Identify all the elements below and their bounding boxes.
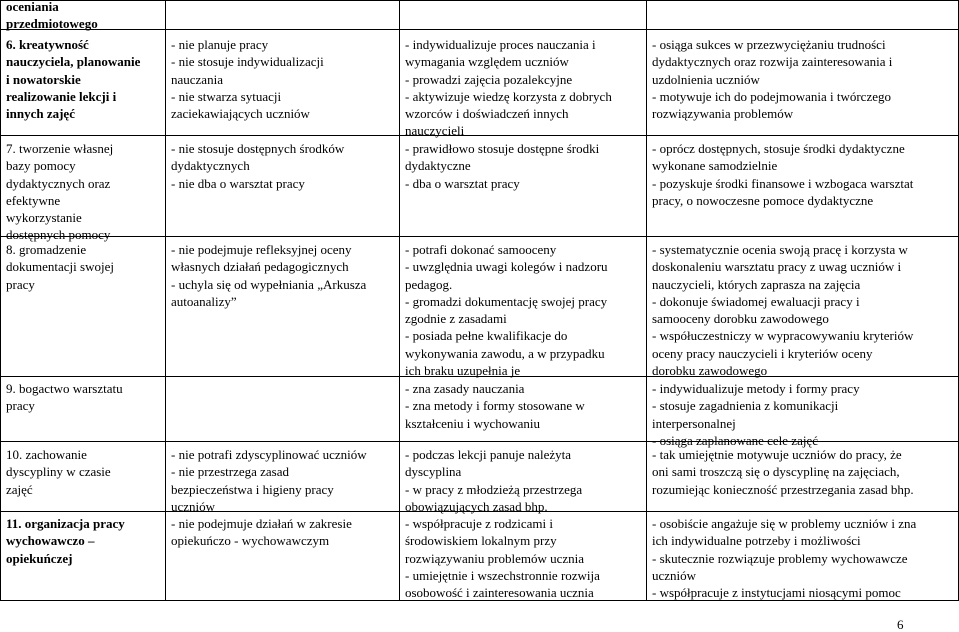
cell-text-line: - umiejętnie i wszechstronnie rozwija (405, 567, 600, 583)
page-number: 6 (897, 617, 904, 632)
cell-text-line: dyscyplina (405, 464, 462, 480)
cell-text-line: - nie przestrzega zasad (171, 464, 290, 480)
cell-text-line: efektywne (6, 192, 61, 208)
level-description-cell (652, 36, 892, 122)
cell-text-line: 10. zachowanie (6, 447, 87, 462)
cell-text-line: bazy pomocy (6, 158, 76, 174)
cell-text-line: rozwiązywania problemów (652, 106, 794, 122)
cell-text-line: dydaktycznych oraz (6, 175, 111, 191)
cell-text-line: opiekuńczo - wychowawczym (171, 533, 330, 549)
level-description-cell (171, 36, 324, 122)
cell-text-line: 11. organizacja pracy (6, 516, 125, 531)
cell-text-line: - dba o warsztat pracy (405, 175, 520, 191)
cell-text-line: - uwzględnia uwagi kolegów i nadzoru (405, 259, 608, 275)
level-description-cell (405, 140, 599, 192)
cell-text-line: - gromadzi dokumentację swojej pracy (405, 293, 608, 309)
cell-text-line: 8. gromadzenie (6, 242, 87, 257)
cell-text-line: dokumentacji swojej (6, 259, 114, 275)
level-description-cell (171, 140, 344, 192)
cell-text-line: - osiąga sukces w przezwyciężaniu trudności (652, 37, 886, 52)
cell-text-line: zaciekawiających uczniów (171, 106, 310, 122)
cell-text-line: - prowadzi zajęcia pozalekcyjne (405, 71, 573, 87)
cell-text-line: - podczas lekcji panuje należyta (405, 447, 572, 462)
cell-text-line: oceniania (6, 0, 59, 14)
cell-text-line: uczniów (652, 567, 697, 583)
cell-text-line: wzorców i doświadczeń innych (405, 106, 569, 122)
cell-text-line: - współpracuje z rodzicami i (405, 516, 553, 531)
cell-text-line: wykonane samodzielnie (652, 158, 778, 174)
criterion-cell (6, 241, 114, 293)
cell-text-line: 6. kreatywność (6, 37, 89, 52)
level-description-cell (405, 380, 585, 432)
cell-text-line: dydaktyczne (405, 158, 471, 174)
cell-text-line: - nie podejmuje działań w zakresie (171, 516, 352, 531)
cell-text-line: oni sami troszczą się o dyscyplinę na zajęciach, (652, 464, 900, 480)
cell-text-line: - dokonuje świadomej ewaluacji pracy i (652, 293, 860, 309)
cell-text-line: - pozyskuje środki finansowe i wzbogaca warsztat (652, 175, 914, 191)
cell-text-line: pedagog. (405, 276, 453, 292)
cell-text-line: - systematycznie ocenia swoją pracę i korzysta w (652, 242, 908, 257)
cell-text-line: 7. tworzenie własnej (6, 141, 114, 156)
cell-text-line: - osobiście angażuje się w problemy uczniów i zna (652, 516, 917, 531)
cell-text-line: kształceniu i wychowaniu (405, 415, 541, 431)
cell-text-line: obowiązujących zasad bhp. (405, 498, 548, 514)
cell-text-line: ich indywidualne potrzeby i możliwości (652, 533, 861, 549)
level-description-cell (405, 36, 612, 140)
cell-text-line: dostępnych pomocy (6, 227, 111, 243)
cell-text-line: autoanalizy” (171, 293, 237, 309)
cell-text-line: - posiada pełne kwalifikacje do (405, 328, 568, 344)
cell-text-line: - tak umiejętnie motywuje uczniów do pracy, że (652, 447, 902, 462)
cell-text-line: rozumiejąc konieczność przestrzegania zasad bhp. (652, 481, 914, 497)
cell-text-line: - potrafi dokonać samooceny (405, 242, 557, 257)
cell-text-line: - prawidłowo stosuje dostępne środki (405, 141, 600, 156)
cell-text-line: - uchyla się od wypełniania „Arkusza (171, 276, 367, 292)
cell-text-line: pracy (6, 276, 35, 292)
level-description-cell (405, 515, 600, 601)
level-description-cell (405, 446, 582, 515)
cell-text-line: interpersonalnej (652, 415, 736, 431)
criterion-cell (6, 0, 98, 33)
cell-text-line: wymagania względem uczniów (405, 54, 569, 70)
row-divider (0, 236, 959, 237)
cell-text-line: nauczania (171, 71, 223, 87)
cell-text-line: zajęć (6, 481, 33, 497)
cell-text-line: samooceny dorobku zawodowego (652, 311, 829, 327)
cell-text-line: opiekuńczej (6, 550, 73, 566)
cell-text-line: - nie dba o warsztat pracy (171, 175, 305, 191)
cell-text-line: - indywidualizuje proces nauczania i (405, 37, 596, 52)
cell-text-line: uzdolnienia uczniów (652, 71, 760, 87)
level-description-cell (652, 241, 913, 379)
cell-text-line: przedmiotowego (6, 16, 98, 32)
cell-text-line: - nie stwarza sytuacji (171, 88, 282, 104)
level-description-cell (171, 241, 366, 310)
cell-text-line: - osiąga zaplanowane cele zajęć (652, 432, 819, 448)
cell-text-line: - współuczestniczy w wypracowywaniu kryteriów (652, 328, 914, 344)
cell-text-line: nauczyciela, planowanie (6, 54, 141, 70)
level-description-cell (405, 241, 608, 379)
cell-text-line: - zna zasady nauczania (405, 381, 525, 396)
cell-text-line: - motywuje ich do podejmowania i twórczego (652, 88, 891, 104)
cell-text-line: nauczycieli (405, 123, 465, 139)
row-divider (0, 29, 959, 30)
cell-text-line: - oprócz dostępnych, stosuje środki dydaktyczne (652, 141, 905, 156)
cell-text-line: realizowanie lekcji i (6, 88, 117, 104)
cell-text-line: pracy (6, 398, 35, 414)
cell-text-line: nauczycieli, których zaprasza na zajęcia (652, 276, 861, 292)
level-description-cell (652, 380, 860, 449)
cell-text-line: osobowość i zainteresowania ucznia (405, 585, 594, 601)
cell-text-line: uczniów (171, 498, 216, 514)
cell-text-line: ich braku uzupełnia je (405, 363, 521, 379)
cell-text-line: - indywidualizuje metody i formy pracy (652, 381, 860, 396)
cell-text-line: wykorzystanie (6, 210, 82, 226)
cell-text-line: środowiskiem lokalnym przy (405, 533, 557, 549)
cell-text-line: własnych działań pedagogicznych (171, 259, 349, 275)
cell-text-line: wychowawczo – (6, 533, 95, 549)
level-description-cell (171, 515, 352, 550)
cell-text-line: - w pracy z młodzieżą przestrzega (405, 481, 583, 497)
level-description-cell (652, 446, 914, 498)
cell-text-line: i nowatorskie (6, 71, 81, 87)
cell-text-line: - skutecznie rozwiązuje problemy wychowawcze (652, 550, 908, 566)
cell-text-line: zgodnie z zasadami (405, 311, 507, 327)
level-description-cell (652, 515, 916, 601)
cell-text-line: dydaktycznych (171, 158, 250, 174)
cell-text-line: - stosuje zagadnienia z komunikacji (652, 398, 839, 414)
cell-text-line: dyscypliny w czasie (6, 464, 111, 480)
cell-text-line: wykonywania zawodu, a w przypadku (405, 345, 605, 361)
cell-text-line: rozwiązywaniu problemów ucznia (405, 550, 585, 566)
level-description-cell (652, 140, 913, 209)
criterion-cell (6, 140, 113, 244)
cell-text-line: - zna metody i formy stosowane w (405, 398, 585, 414)
cell-text-line: innych zajęć (6, 106, 75, 122)
cell-text-line: - współpracuje z instytucjami niosącymi pomoc (652, 585, 901, 601)
cell-text-line: dydaktycznych oraz rozwija zainteresowania i (652, 54, 893, 70)
criterion-cell (6, 446, 111, 498)
cell-text-line: 9. bogactwo warsztatu (6, 381, 123, 396)
cell-text-line: dorobku zawodowego (652, 363, 768, 379)
cell-text-line: doskonaleniu warsztatu pracy z uwag uczniów i (652, 259, 902, 275)
cell-text-line: - nie potrafi zdyscyplinować uczniów (171, 447, 367, 462)
level-description-cell (171, 446, 367, 515)
criterion-cell (6, 36, 140, 122)
cell-text-line: bezpieczeństwa i higieny pracy (171, 481, 334, 497)
criterion-cell (6, 515, 125, 567)
cell-text-line: - nie podejmuje refleksyjnej oceny (171, 242, 352, 257)
cell-text-line: - nie stosuje dostępnych środków (171, 141, 345, 156)
cell-text-line: oceny pracy nauczycieli i kryteriów oceny (652, 345, 873, 361)
cell-text-line: - nie stosuje indywidualizacji (171, 54, 324, 70)
cell-text-line: - aktywizuje wiedzę korzysta z dobrych (405, 88, 612, 104)
table-border-top (0, 0, 959, 1)
cell-text-line: - nie planuje pracy (171, 37, 269, 52)
cell-text-line: pracy, o nowoczesne pomoce dydaktyczne (652, 192, 874, 208)
criterion-cell (6, 380, 123, 415)
